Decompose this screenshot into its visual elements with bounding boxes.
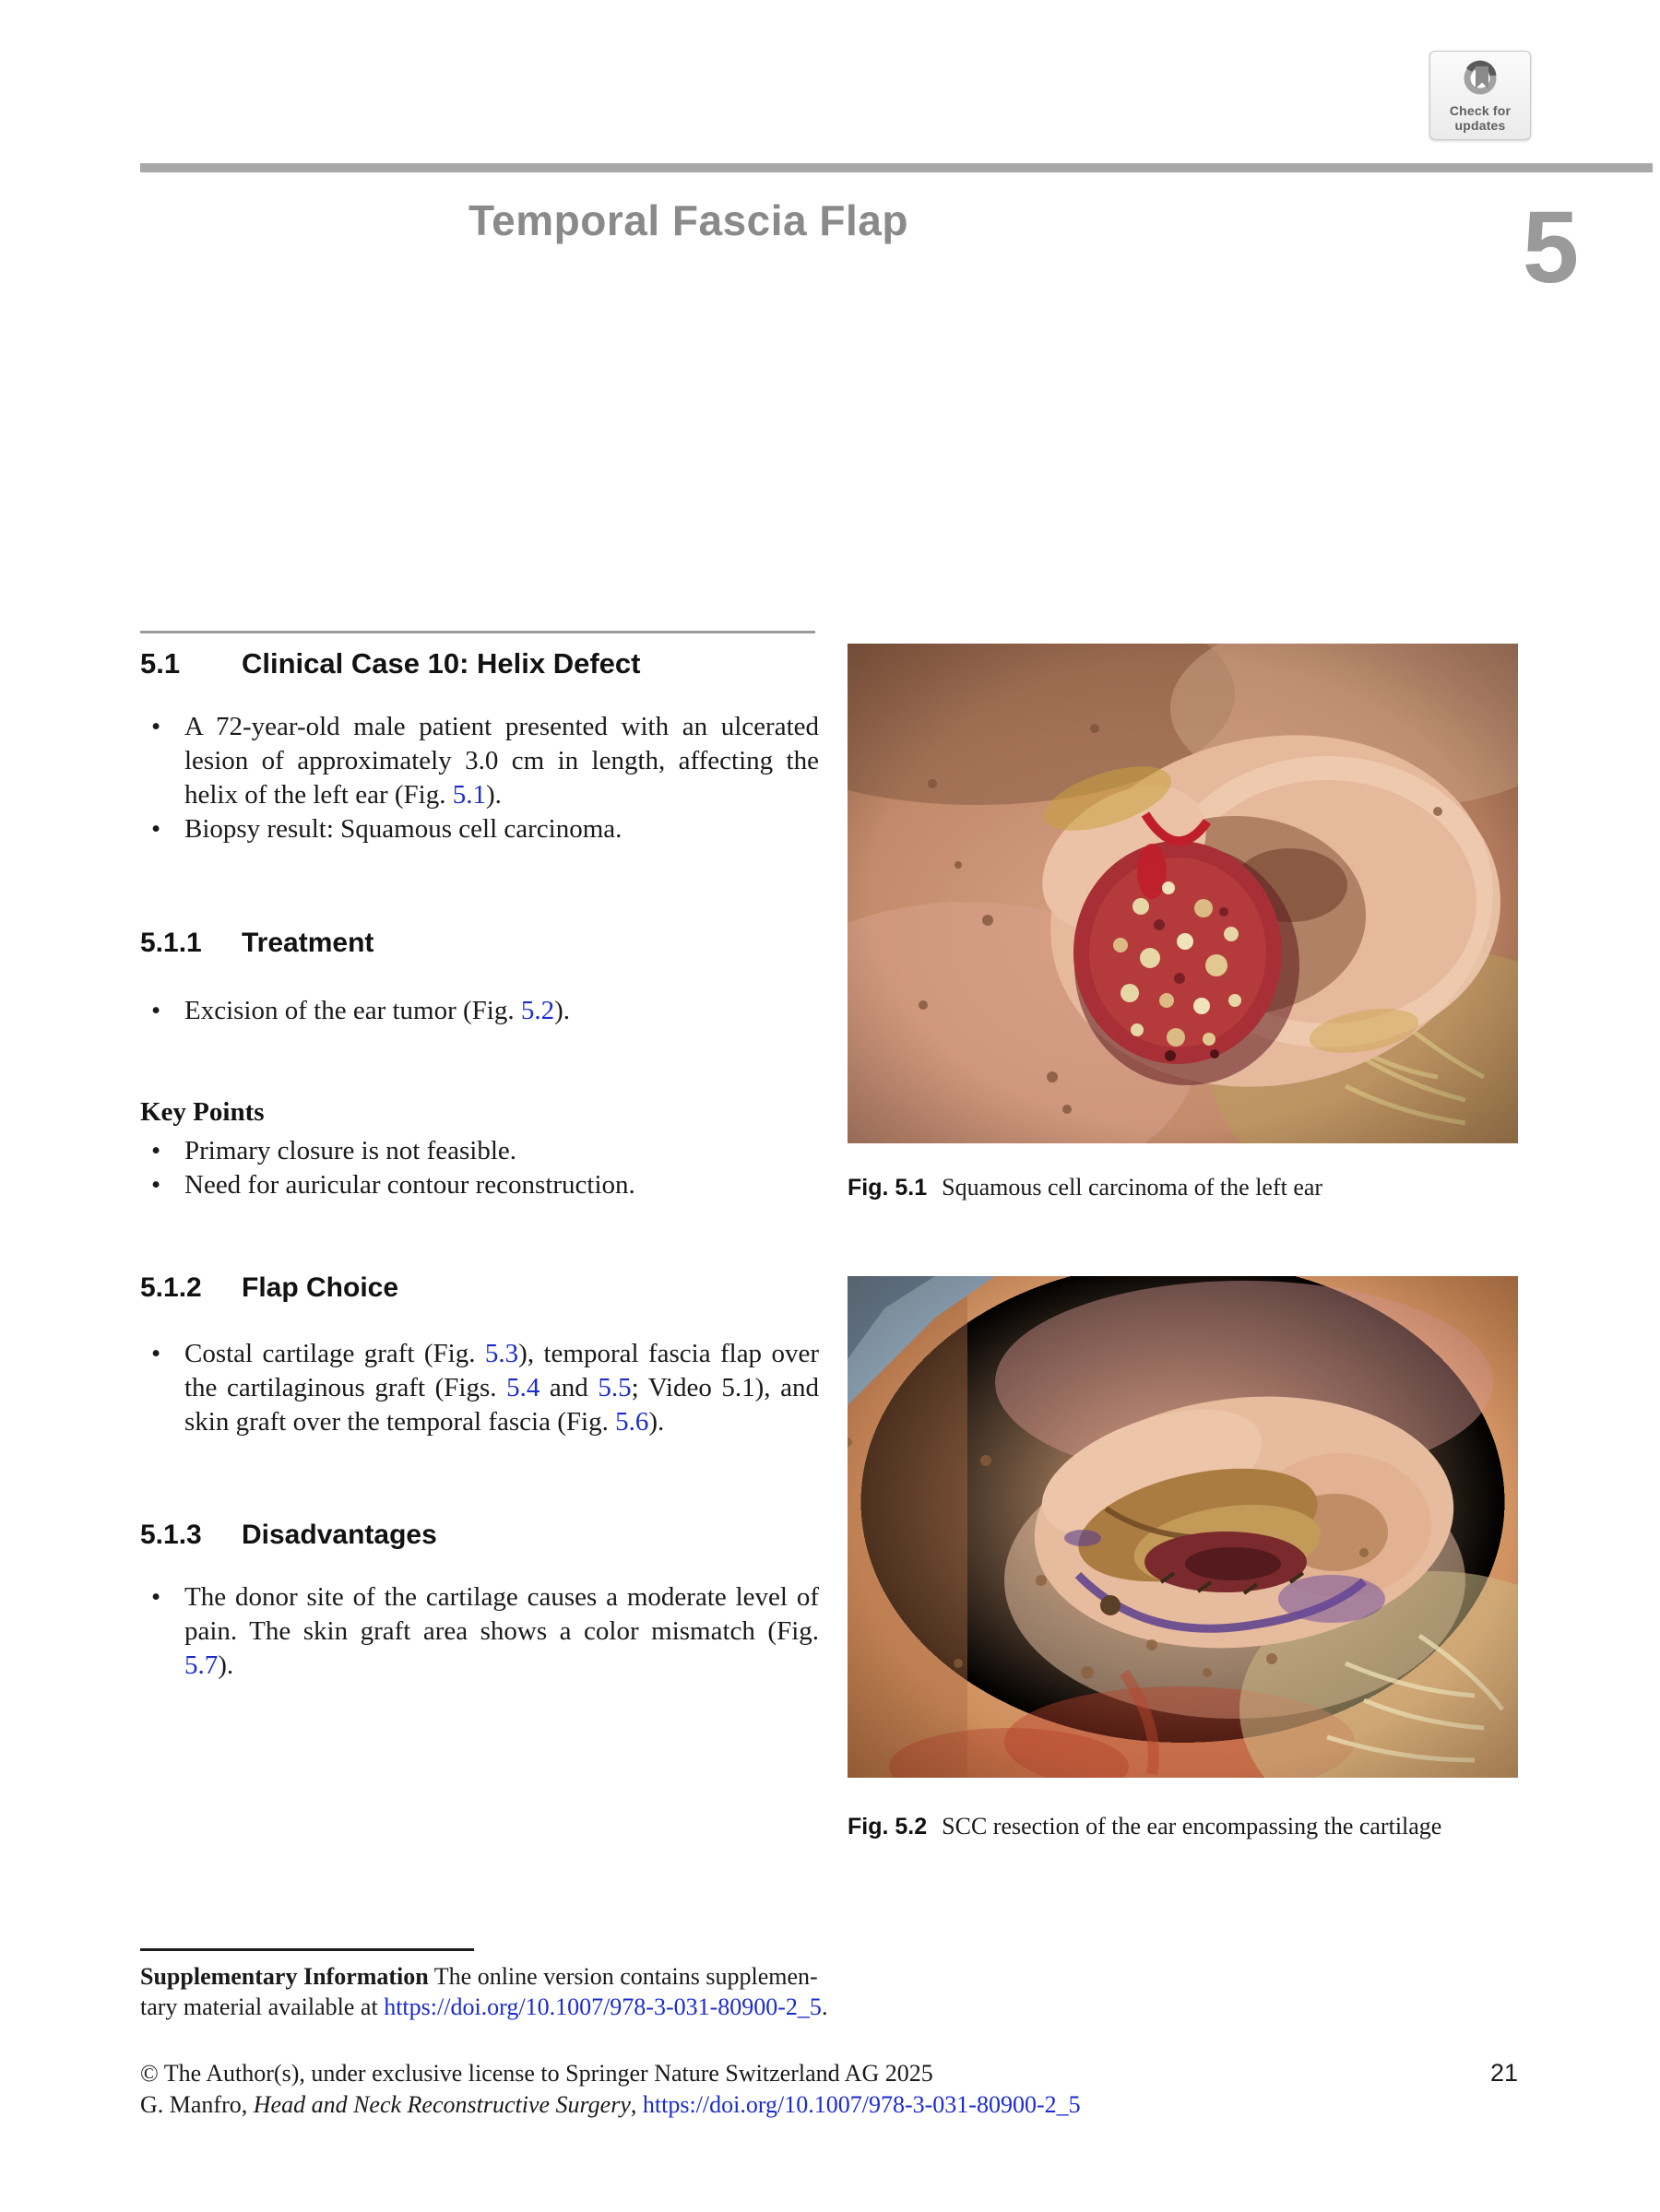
- badge-label-line2: updates: [1454, 117, 1506, 133]
- section-title: Disadvantages: [242, 1520, 437, 1550]
- text-segment: A 72-year-old male patient presented with an ulcerated lesion of approximately 3.0 cm in length, affecting the helix of the left ear (Fig.: [184, 712, 819, 810]
- inline-link[interactable]: 5.5: [598, 1373, 632, 1402]
- text-segment: The donor site of the cartilage causes a moderate level of pain. The skin graft area shows a color mismatch (Fig.: [184, 1582, 819, 1646]
- inline-link[interactable]: https://doi.org/10.1007/978-3-031-80900-2_5: [642, 2091, 1081, 2118]
- bullet-marker: •: [151, 1136, 161, 1165]
- text-segment: tary material available at: [140, 1993, 385, 2020]
- badge-label-line1: Check for: [1449, 102, 1512, 118]
- list-item: [140, 1168, 819, 1202]
- text-segment: G. Manfro,: [140, 2091, 254, 2118]
- section-title: Treatment: [242, 928, 374, 958]
- inline-link[interactable]: 5.6: [615, 1407, 649, 1437]
- text-segment: Biopsy result: Squamous cell carcinoma.: [184, 814, 622, 844]
- text-segment: .: [821, 1993, 828, 2020]
- bullet-text: [184, 1136, 516, 1165]
- copyright-block: [140, 2058, 1247, 2121]
- text-segment: Costal cartilage graft (Fig.: [184, 1339, 485, 1368]
- text-segment: The online version contains supplemen-: [428, 1963, 818, 1990]
- section-number: 5.1.1: [140, 928, 202, 958]
- text-segment: ).: [648, 1407, 665, 1437]
- text-segment: ,: [630, 2091, 643, 2118]
- section-heading-5-1-3: [140, 1520, 819, 1551]
- figure-label: Fig. 5.2: [848, 1814, 928, 1839]
- bullet-text: [184, 712, 819, 810]
- text-segment: ; Video 5.1), and skin graft over the temporal fascia (Fig.: [184, 1373, 819, 1437]
- list-item: [140, 710, 819, 812]
- section-number: 5.1.3: [140, 1520, 202, 1550]
- text-segment: ).: [218, 1650, 234, 1680]
- chapter-number: 5: [1522, 191, 1579, 304]
- figure-label: Fig. 5.1: [848, 1175, 928, 1201]
- figure-5-2-photo: [848, 1276, 1518, 1778]
- section-heading-5-1-2: [140, 1272, 819, 1304]
- bullet-marker: •: [151, 814, 161, 844]
- section-number: 5.1: [140, 647, 181, 680]
- list-item: [140, 1580, 819, 1683]
- text-segment: ), temporal fascia flap over the cartilaginous graft (Figs.: [184, 1339, 819, 1402]
- chapter-title: Temporal Fascia Flap: [468, 196, 908, 244]
- supplementary-information: [140, 1961, 878, 2022]
- check-for-updates-badge[interactable]: [1429, 51, 1531, 140]
- text-segment: Supplementary Information: [140, 1963, 429, 1990]
- bullet-text: [184, 1582, 819, 1680]
- figure-caption-text: Squamous cell carcinoma of the left ear: [942, 1174, 1323, 1201]
- bullet-text: [184, 1170, 635, 1200]
- text-segment: and: [540, 1373, 599, 1402]
- copyright-line2: [140, 2089, 1247, 2121]
- inline-link[interactable]: 5.1: [452, 780, 486, 810]
- section-number: 5.1.2: [140, 1272, 202, 1303]
- clinical-case-bullets: [140, 710, 819, 846]
- inline-link[interactable]: 5.4: [506, 1373, 540, 1402]
- key-points-bullets: [140, 1134, 819, 1202]
- text-segment: ).: [554, 996, 571, 1025]
- inline-link[interactable]: 5.2: [520, 996, 555, 1025]
- list-item: [140, 812, 819, 846]
- bullet-marker: •: [151, 996, 161, 1025]
- figure-caption-text: SCC resection of the ear encompassing the cartilage: [942, 1813, 1442, 1839]
- key-points-heading: Key Points: [140, 1097, 265, 1127]
- check-updates-icon: [1456, 59, 1504, 103]
- figure-5-2-caption: [848, 1812, 1518, 1841]
- bullet-marker: •: [151, 1170, 161, 1200]
- text-segment: Primary closure is not feasible.: [184, 1136, 516, 1165]
- copyright-line1: [140, 2058, 1247, 2089]
- list-item: [140, 994, 819, 1028]
- figure-5-1-photo: [848, 644, 1518, 1143]
- bullet-text: [184, 1339, 819, 1437]
- section-title: Flap Choice: [242, 1272, 399, 1303]
- list-item: [140, 1134, 819, 1168]
- inline-link[interactable]: https://doi.org/10.1007/978-3-031-80900-2_5: [384, 1993, 822, 2020]
- bullet-marker: •: [151, 712, 161, 741]
- flap-choice-bullets: [140, 1337, 819, 1439]
- photo1-vignette: [848, 644, 1518, 1143]
- list-item: [140, 1337, 819, 1439]
- disadvantages-bullets: [140, 1580, 819, 1683]
- bullet-marker: •: [151, 1582, 161, 1612]
- text-segment: Head and Neck Reconstructive Surgery: [253, 2091, 631, 2118]
- inline-link[interactable]: 5.7: [184, 1650, 219, 1680]
- page-number: 21: [1489, 2059, 1518, 2087]
- figure-5-1-caption: [848, 1173, 1518, 1202]
- section-divider-rule: [140, 631, 815, 633]
- footnote-rule: [140, 1948, 474, 1951]
- text-segment: ).: [485, 780, 502, 810]
- header-rule: [140, 163, 1653, 172]
- text-segment: Need for auricular contour reconstruction.: [184, 1170, 635, 1200]
- section-heading-5-1: [140, 647, 819, 680]
- inline-link[interactable]: 5.3: [484, 1339, 519, 1368]
- bullet-text: [184, 814, 622, 844]
- bullet-marker: •: [151, 1339, 161, 1368]
- photo2-vignette: [848, 1276, 1518, 1778]
- section-title: Clinical Case 10: Helix Defect: [242, 647, 641, 680]
- text-segment: © The Author(s), under exclusive license to Springer Nature Switzerland AG 2025: [140, 2060, 933, 2087]
- treatment-bullets: [140, 994, 819, 1028]
- section-heading-5-1-1: [140, 928, 819, 959]
- text-segment: Excision of the ear tumor (Fig.: [184, 996, 521, 1025]
- bullet-text: [184, 996, 570, 1025]
